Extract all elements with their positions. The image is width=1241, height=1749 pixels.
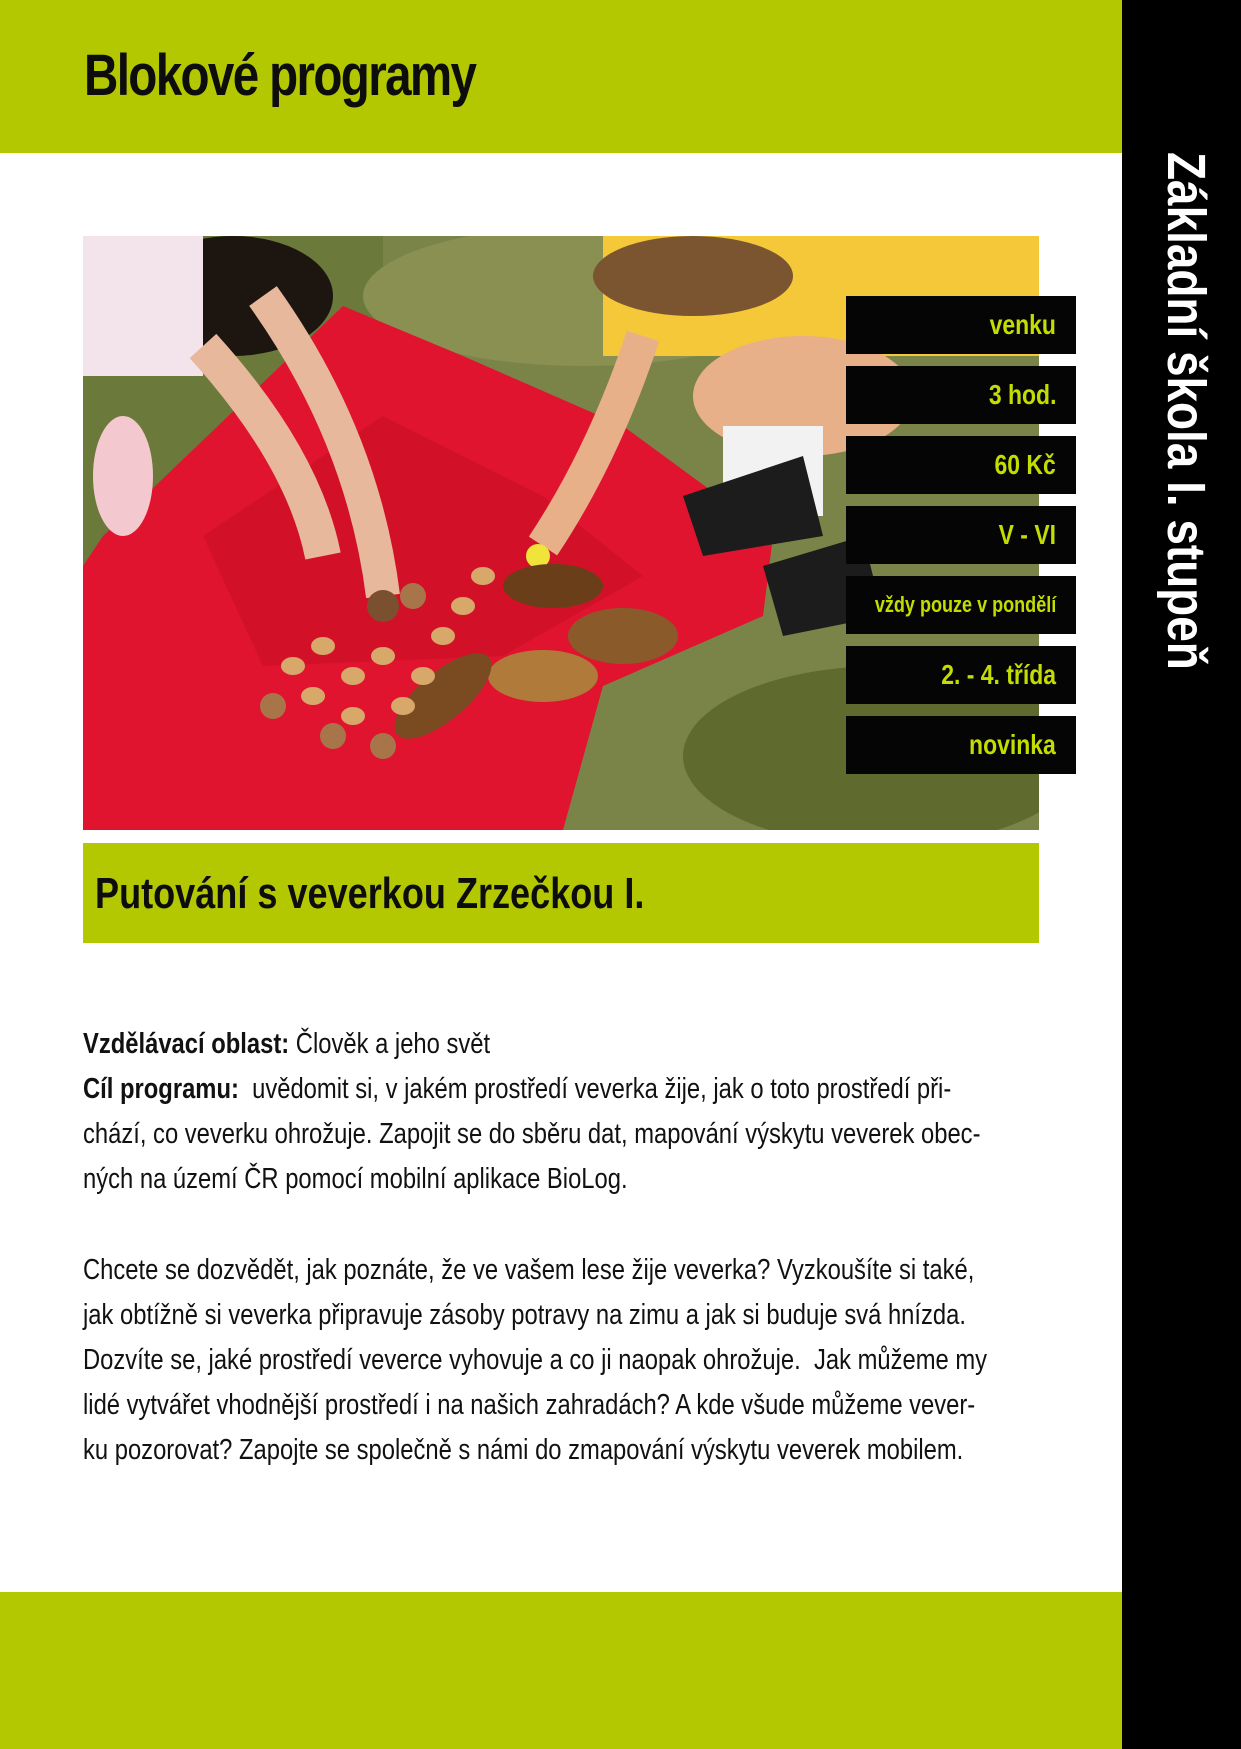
- program-description: [83, 1248, 1038, 1473]
- desc-line-3: Dozvíte se, jaké prostředí veverce vyhovuje a co ji naopak ohrožuje. Jak můžeme my: [83, 1344, 988, 1376]
- program-tags: [846, 296, 1076, 786]
- goal-text-3: ných na území ČR pomocí mobilní aplikace BioLog.: [83, 1163, 628, 1195]
- tag-price: [846, 436, 1076, 494]
- tag-duration-label: 3 hod.: [988, 379, 1056, 410]
- tag-grade: [846, 646, 1076, 704]
- tag-new-label: novinka: [969, 729, 1056, 760]
- tag-months: [846, 506, 1076, 564]
- desc-line-1: Chcete se dozvědět, jak poznáte, že ve vašem lese žije veverka? Vyzkoušíte si také,: [83, 1254, 975, 1286]
- tag-new: [846, 716, 1076, 774]
- tag-day: [846, 576, 1076, 634]
- tag-price-label: 60 Kč: [994, 449, 1056, 480]
- desc-line-5: ku pozorovat? Zapojte se společně s námi do zmapování výskytu veverek mobilem.: [83, 1434, 964, 1466]
- tag-grade-label: 2. - 4. třída: [941, 659, 1056, 690]
- page-title: Blokové programy: [84, 43, 476, 108]
- area-label: Vzdělávací oblast:: [83, 1028, 290, 1060]
- program-title-bar: [83, 843, 1039, 943]
- area-value: Člověk a jeho svět: [289, 1028, 491, 1060]
- area-line: [83, 1022, 1038, 1067]
- goal-line: [83, 1067, 1038, 1112]
- desc-line-4: lidé vytvářet vhodnější prostředí i na našich zahradách? A kde všude můžeme vever-: [83, 1389, 976, 1421]
- desc-line-2: jak obtížně si veverka připravuje zásoby potravy na zimu a jak si buduje svá hnízda.: [83, 1299, 966, 1331]
- footer-band: [0, 1592, 1122, 1749]
- header-band: [0, 0, 1122, 153]
- tag-location-label: venku: [989, 309, 1056, 340]
- tag-day-label: vždy pouze v pondělí: [874, 592, 1056, 617]
- goal-text-1: uvědomit si, v jakém prostředí veverka žije, jak o toto prostředí při-: [238, 1073, 952, 1105]
- tag-location: [846, 296, 1076, 354]
- goal-text-2: chází, co veverku ohrožuje. Zapojit se do sběru dat, mapování výskytu veverek obec-: [83, 1118, 981, 1150]
- program-info: [83, 1022, 1038, 1202]
- tag-months-label: V - VI: [998, 519, 1056, 550]
- tag-duration: [846, 366, 1076, 424]
- goal-label: Cíl programu:: [83, 1073, 239, 1105]
- program-title: Putování s veverkou Zrzečkou I.: [95, 869, 645, 918]
- side-label: Základní škola I. stupeň: [1156, 152, 1216, 670]
